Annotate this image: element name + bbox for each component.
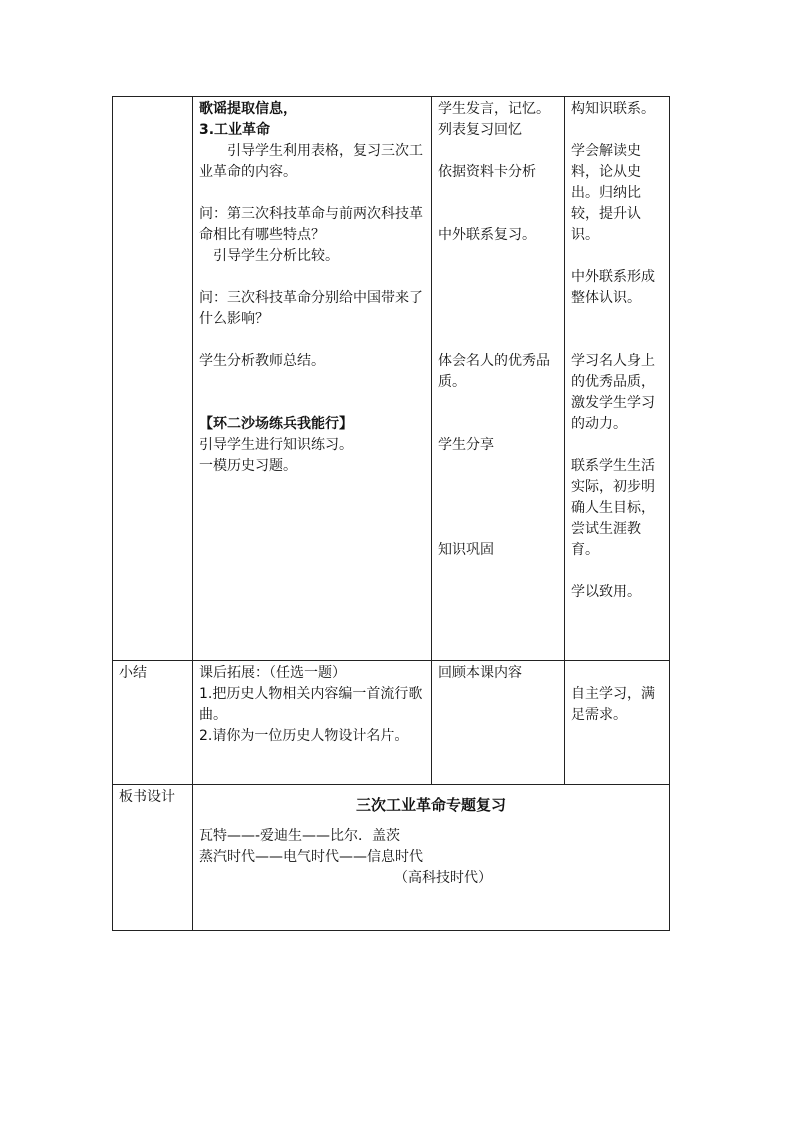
student-line: 体会名人的优秀品质。: [438, 353, 550, 390]
intent-line: 中外联系形成整体认识。: [571, 269, 655, 306]
design-intent-cell: [565, 97, 670, 661]
process-line: 歌谣提取信息，: [199, 101, 297, 117]
board-line: （高科技时代）: [394, 870, 492, 886]
summary-line: 1.把历史人物相关内容编一首流行歌曲。: [199, 686, 423, 723]
summary-line: 课后拓展：（任选一题）: [199, 665, 346, 681]
summary-student-line: 回顾本课内容: [438, 665, 522, 681]
process-line: 学生分析教师总结。: [199, 353, 325, 369]
student-line: 学生分享: [438, 437, 494, 453]
teaching-process-cell: [193, 97, 432, 661]
intent-line: 联系学生生活实际，初步明确人生目标，尝试生涯教育。: [571, 458, 655, 558]
intent-line: 学习名人身上的优秀品质，激发学生学习的动力。: [571, 353, 655, 432]
table-row: [113, 97, 670, 661]
board-line: 瓦特——-爱迪生——比尔．盖茨: [199, 828, 401, 844]
board-title: 三次工业革命专题复习: [355, 796, 506, 814]
process-line: 引导学生分析比较。: [199, 248, 339, 264]
student-line: 知识巩固: [438, 542, 494, 558]
process-section-title: 【环二沙场练兵我能行】: [199, 416, 353, 432]
summary-line: 2.请你为一位历史人物设计名片。: [199, 728, 409, 744]
intent-line: 学会解读史料，论从史出。归纳比较，提升认识。: [571, 143, 641, 243]
intent-line: 学以致用。: [571, 584, 641, 600]
student-line: 列表复习回忆: [438, 122, 522, 138]
summary-intent-cell: [565, 661, 670, 785]
board-label: 板书设计: [113, 785, 193, 931]
table-row: [113, 785, 670, 931]
student-line: 依据资料卡分析: [438, 164, 536, 180]
process-question: 问：第三次科技革命与前两次科技革命相比有哪些特点？: [199, 206, 423, 243]
intent-line: 构知识联系。: [571, 101, 655, 117]
process-question: 问：三次科技革命分别给中国带来了什么影响？: [199, 290, 423, 327]
summary-label: 小结: [113, 661, 193, 785]
process-line: 一模历史习题。: [199, 458, 297, 474]
board-line: 蒸汽时代——电气时代——信息时代: [199, 849, 423, 865]
process-line: 引导学生进行知识练习。: [199, 437, 353, 453]
student-line: 中外联系复习。: [438, 227, 536, 243]
summary-process-cell: [193, 661, 432, 785]
student-line: 学生发言，记忆。: [438, 101, 550, 117]
lesson-plan-table: [112, 96, 670, 931]
student-activity-cell: [432, 97, 565, 661]
process-line: 引导学生利用表格，复习三次工业革命的内容。: [199, 143, 423, 180]
summary-student-cell: [432, 661, 565, 785]
summary-intent-line: 自主学习，满足需求。: [571, 686, 655, 723]
table-row: [113, 661, 670, 785]
empty-label-cell: [113, 97, 193, 661]
board-design-cell: [193, 785, 670, 931]
process-heading: 3.工业革命: [199, 122, 271, 138]
